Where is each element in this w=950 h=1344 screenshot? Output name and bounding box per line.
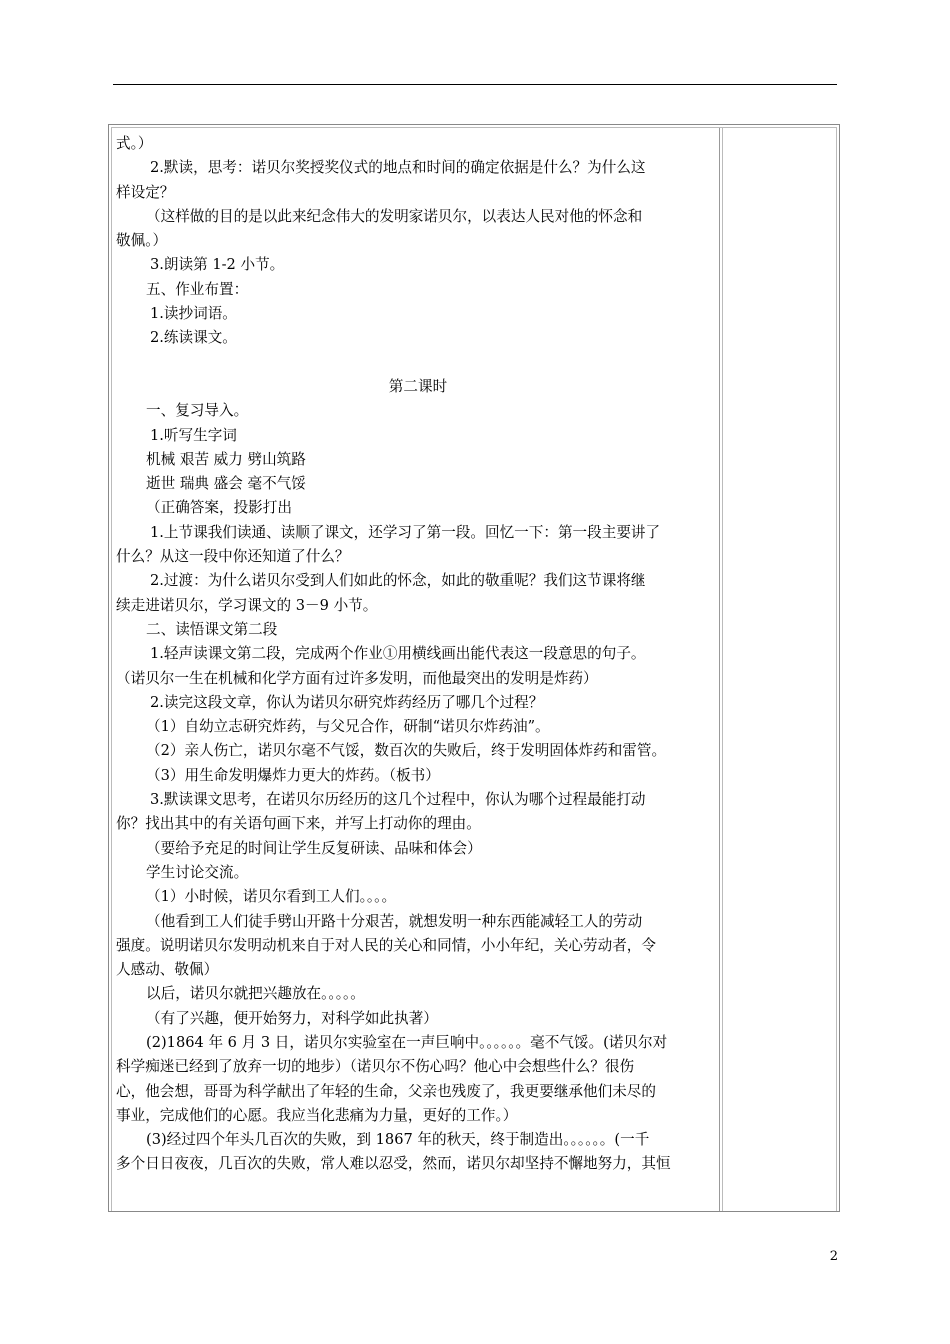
- page-number: 2: [829, 1249, 838, 1264]
- text-line: （要给予充足的时间让学生反复研读、品味和体会）: [146, 839, 482, 857]
- text-line: 2.默读，思考：诺贝尔奖授奖仪式的地点和时间的确定依据是什么？为什么这: [150, 159, 646, 177]
- text-line: 多个日日夜夜，几百次的失败，常人难以忍受，然而，诺贝尔却坚持不懈地努力，其恒: [116, 1155, 671, 1173]
- text-line: 科学痴迷已经到了放弃一切的地步）（诺贝尔不伤心吗？他心中会想些什么？很伤: [116, 1058, 635, 1076]
- text-line: 事业，完成他们的心愿。我应当化悲痛为力量，更好的工作。）: [116, 1106, 518, 1124]
- text-line: 1.听写生字词: [150, 426, 237, 444]
- text-line: 敬佩。）: [116, 232, 168, 250]
- text-line: （诺贝尔一生在机械和化学方面有过许多发明，而他最突出的发明是炸药）: [116, 669, 598, 687]
- lesson-text: [116, 132, 720, 1177]
- text-line: 一、复习导入。: [146, 402, 249, 420]
- text-line: 式。）: [116, 135, 153, 152]
- lesson-table: [108, 124, 840, 1212]
- text-line: （他看到工人们徒手劈山开路十分艰苦，就想发明一种东西能减轻工人的劳动: [146, 912, 643, 930]
- text-line: 1.上节课我们读通、读顺了课文，还学习了第一段。回忆一下：第一段主要讲了: [150, 523, 661, 541]
- notes-cell: [722, 128, 836, 1211]
- table-inner-border: [111, 127, 837, 1211]
- text-line: (3)经过四个年头几百次的失败，到 1867 年的秋天，终于制造出。。。。。。(一千: [146, 1131, 650, 1149]
- text-line: 1.读抄词语。: [150, 305, 237, 323]
- text-line: 样设定？: [116, 183, 175, 201]
- text-line: (2)1864 年 6 月 3 日，诺贝尔实验室在一声巨响中。。。。。。毫不气馁。(诺贝尔对: [146, 1033, 668, 1051]
- header-rule: [113, 84, 837, 85]
- text-line: 续走进诺贝尔，学习课文的 3－9 小节。: [116, 596, 378, 614]
- text-line: 五、作业布置：: [146, 280, 249, 298]
- text-line: （2）亲人伤亡，诺贝尔毫不气馁，数百次的失败后，终于发明固体炸药和雷管。: [146, 742, 667, 760]
- text-line: 心，他会想，哥哥为科学献出了年轻的生命，父亲也残废了，我更要继承他们未尽的: [116, 1082, 656, 1100]
- text-line: 二、读悟课文第二段: [146, 620, 278, 638]
- text-line: （3）用生命发明爆炸力更大的炸药。（板书）: [146, 766, 440, 784]
- lesson-content-cell: [112, 128, 720, 1211]
- text-line: （正确答案，投影打出: [146, 499, 292, 517]
- text-line: （1）自幼立志研究炸药，与父兄合作，研制“诺贝尔炸药油”。: [146, 718, 550, 736]
- text-line: 2.过渡：为什么诺贝尔受到人们如此的怀念，如此的敬重呢？我们这节课将继: [150, 572, 646, 590]
- text-line: 2.练读课文。: [150, 329, 237, 347]
- text-line: 你？找出其中的有关语句画下来，并写上打动你的理由。: [116, 815, 481, 833]
- text-line: 强度。说明诺贝尔发明动机来自于对人民的关心和同情，小小年纪，关心劳动者，令: [116, 936, 656, 954]
- text-line: 机械 艰苦 威力 劈山筑路: [146, 450, 306, 468]
- text-line: [116, 351, 720, 375]
- text-line: 学生讨论交流。: [146, 863, 249, 881]
- section-heading: 第二课时: [388, 377, 448, 395]
- text-line: 逝世 瑞典 盛会 毫不气馁: [146, 475, 306, 493]
- text-line: （有了兴趣，便开始努力，对科学如此执著）: [146, 1009, 438, 1027]
- text-line: 3.朗读第 1-2 小节。: [150, 256, 285, 274]
- text-line: 1.轻声读课文第二段，完成两个作业①用横线画出能代表这一段意思的句子。: [150, 645, 646, 663]
- text-line: （1）小时候，诺贝尔看到工人们。。。。: [146, 888, 397, 906]
- text-line: 3.默读课文思考，在诺贝尔历经历的这几个过程中，你认为哪个过程最能打动: [150, 791, 646, 809]
- text-line: 以后，诺贝尔就把兴趣放在。。。。。: [146, 985, 365, 1003]
- text-line: 人感动、敬佩）: [116, 961, 219, 979]
- text-line: 什么？从这一段中你还知道了什么？: [116, 548, 350, 566]
- text-line: 2.读完这段文章，你认为诺贝尔研究炸药经历了哪几个过程？: [150, 693, 544, 711]
- text-line: （这样做的目的是以此来纪念伟大的发明家诺贝尔，以表达人民对他的怀念和: [146, 207, 643, 225]
